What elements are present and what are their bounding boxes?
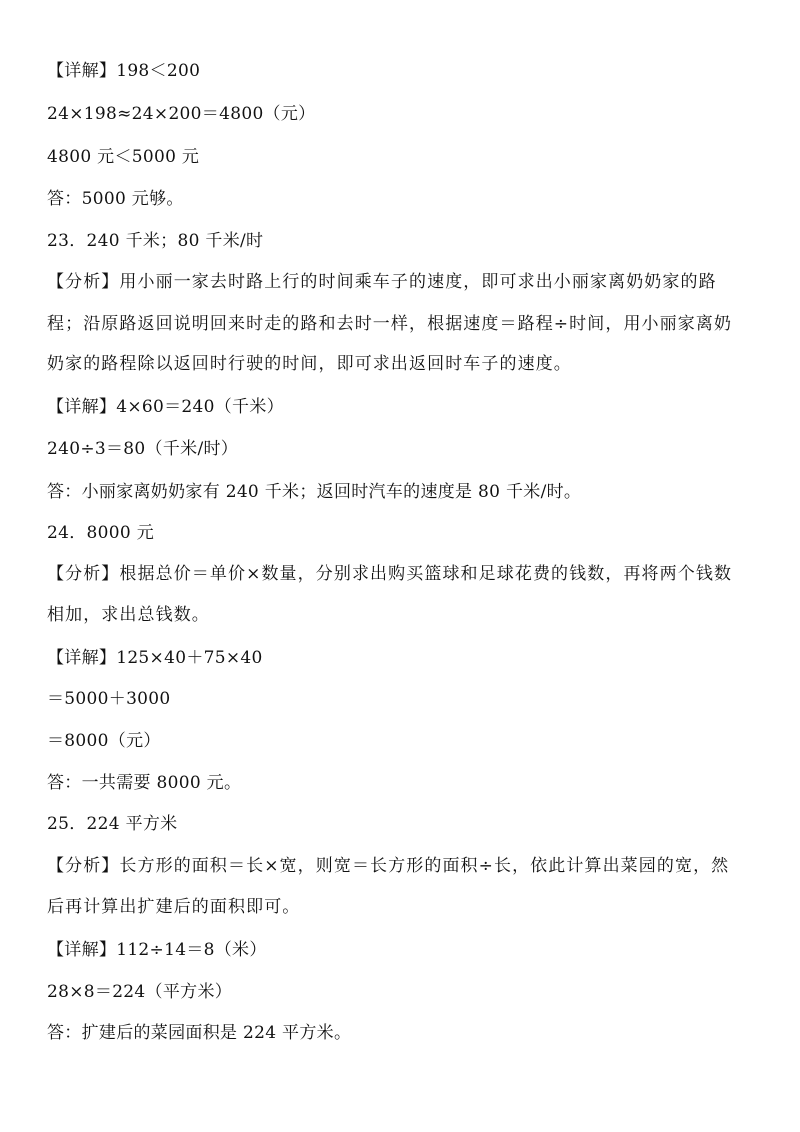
text-line: 【详解】198＜200 bbox=[47, 61, 201, 81]
text-line: 答：小丽家离奶奶家有 240 千米；返回时汽车的速度是 80 千米/时。 bbox=[47, 482, 582, 502]
text-line: 程；沿原路返回说明回来时走的路和去时一样，根据速度＝路程÷时间，用小丽家离奶 bbox=[47, 314, 733, 334]
text-line: 答：一共需要 8000 元。 bbox=[47, 773, 242, 793]
text-line: 【分析】长方形的面积＝长×宽，则宽＝长方形的面积÷长，依此计算出菜园的宽，然 bbox=[47, 856, 730, 876]
text-line: ＝5000＋3000 bbox=[47, 689, 171, 709]
text-line: 【分析】根据总价＝单价×数量，分别求出购买篮球和足球花费的钱数，再将两个钱数 bbox=[47, 564, 733, 584]
text-line: 答：扩建后的菜园面积是 224 平方米。 bbox=[47, 1023, 352, 1043]
text-line: ＝8000（元） bbox=[47, 731, 161, 751]
text-line: 【分析】用小丽一家去时路上行的时间乘车子的速度，即可求出小丽家离奶奶家的路 bbox=[47, 272, 717, 292]
text-line: 答：5000 元够。 bbox=[47, 189, 184, 209]
text-line: 24．8000 元 bbox=[47, 523, 154, 543]
text-line: 【详解】4×60＝240（千米） bbox=[47, 397, 284, 417]
text-line: 相加，求出总钱数。 bbox=[47, 605, 210, 625]
text-line: 【详解】125×40＋75×40 bbox=[47, 648, 263, 668]
text-line: 后再计算出扩建后的面积即可。 bbox=[47, 897, 301, 917]
text-line: 24×198≈24×200＝4800（元） bbox=[47, 104, 316, 124]
text-line: 4800 元＜5000 元 bbox=[47, 147, 200, 167]
text-line: 23．240 千米；80 千米/时 bbox=[47, 231, 264, 251]
text-line: 【详解】112÷14＝8（米） bbox=[47, 940, 267, 960]
text-line: 25．224 平方米 bbox=[47, 814, 178, 834]
text-line: 240÷3＝80（千米/时） bbox=[47, 439, 239, 459]
text-line: 奶家的路程除以返回时行驶的时间，即可求出返回时车子的速度。 bbox=[47, 354, 572, 374]
text-line: 28×8＝224（平方米） bbox=[47, 982, 233, 1002]
